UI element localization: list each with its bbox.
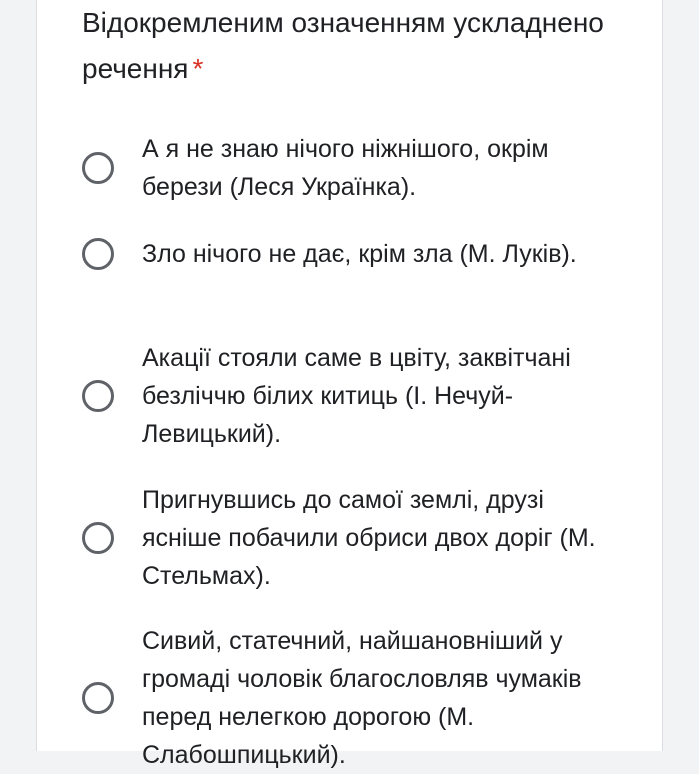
radio-button-icon[interactable] <box>82 682 114 714</box>
radio-button-icon[interactable] <box>82 380 114 412</box>
radio-option-3[interactable] <box>82 339 642 453</box>
option-label[interactable]: А я не знаю нічого ніжнішого, окрім берези (Леся Українка). <box>142 135 549 201</box>
option-label[interactable]: Зло нічого не дає, крім зла (М. Луків). <box>142 240 577 268</box>
option-label[interactable]: Пригнувшись до самої землі, друзі ясніше побачили обриси двох доріг (М. Стельмах). <box>142 486 596 590</box>
radio-button-icon[interactable] <box>82 522 114 554</box>
option-label[interactable]: Акації стояли саме в цвіту, заквітчані безліччю білих китиць (І. Нечуй-Левицький). <box>142 344 571 448</box>
radio-option-4[interactable] <box>82 481 642 595</box>
required-asterisk: * <box>192 53 204 84</box>
radio-option-2[interactable] <box>82 235 642 273</box>
radio-option-5[interactable] <box>82 622 642 774</box>
radio-button-icon[interactable] <box>82 238 114 270</box>
question-title-text: Відокремленим означенням ускладнено речення <box>82 7 604 84</box>
radio-option-1[interactable] <box>82 130 642 206</box>
option-label[interactable]: Сивий, статечний, найшановніший у громаді чоловік благословляв чумаків перед нелегкою дорогою (М. Слабошпицький). <box>142 627 582 769</box>
radio-button-icon[interactable] <box>82 152 114 184</box>
question-card <box>36 0 663 769</box>
question-title <box>82 0 622 92</box>
